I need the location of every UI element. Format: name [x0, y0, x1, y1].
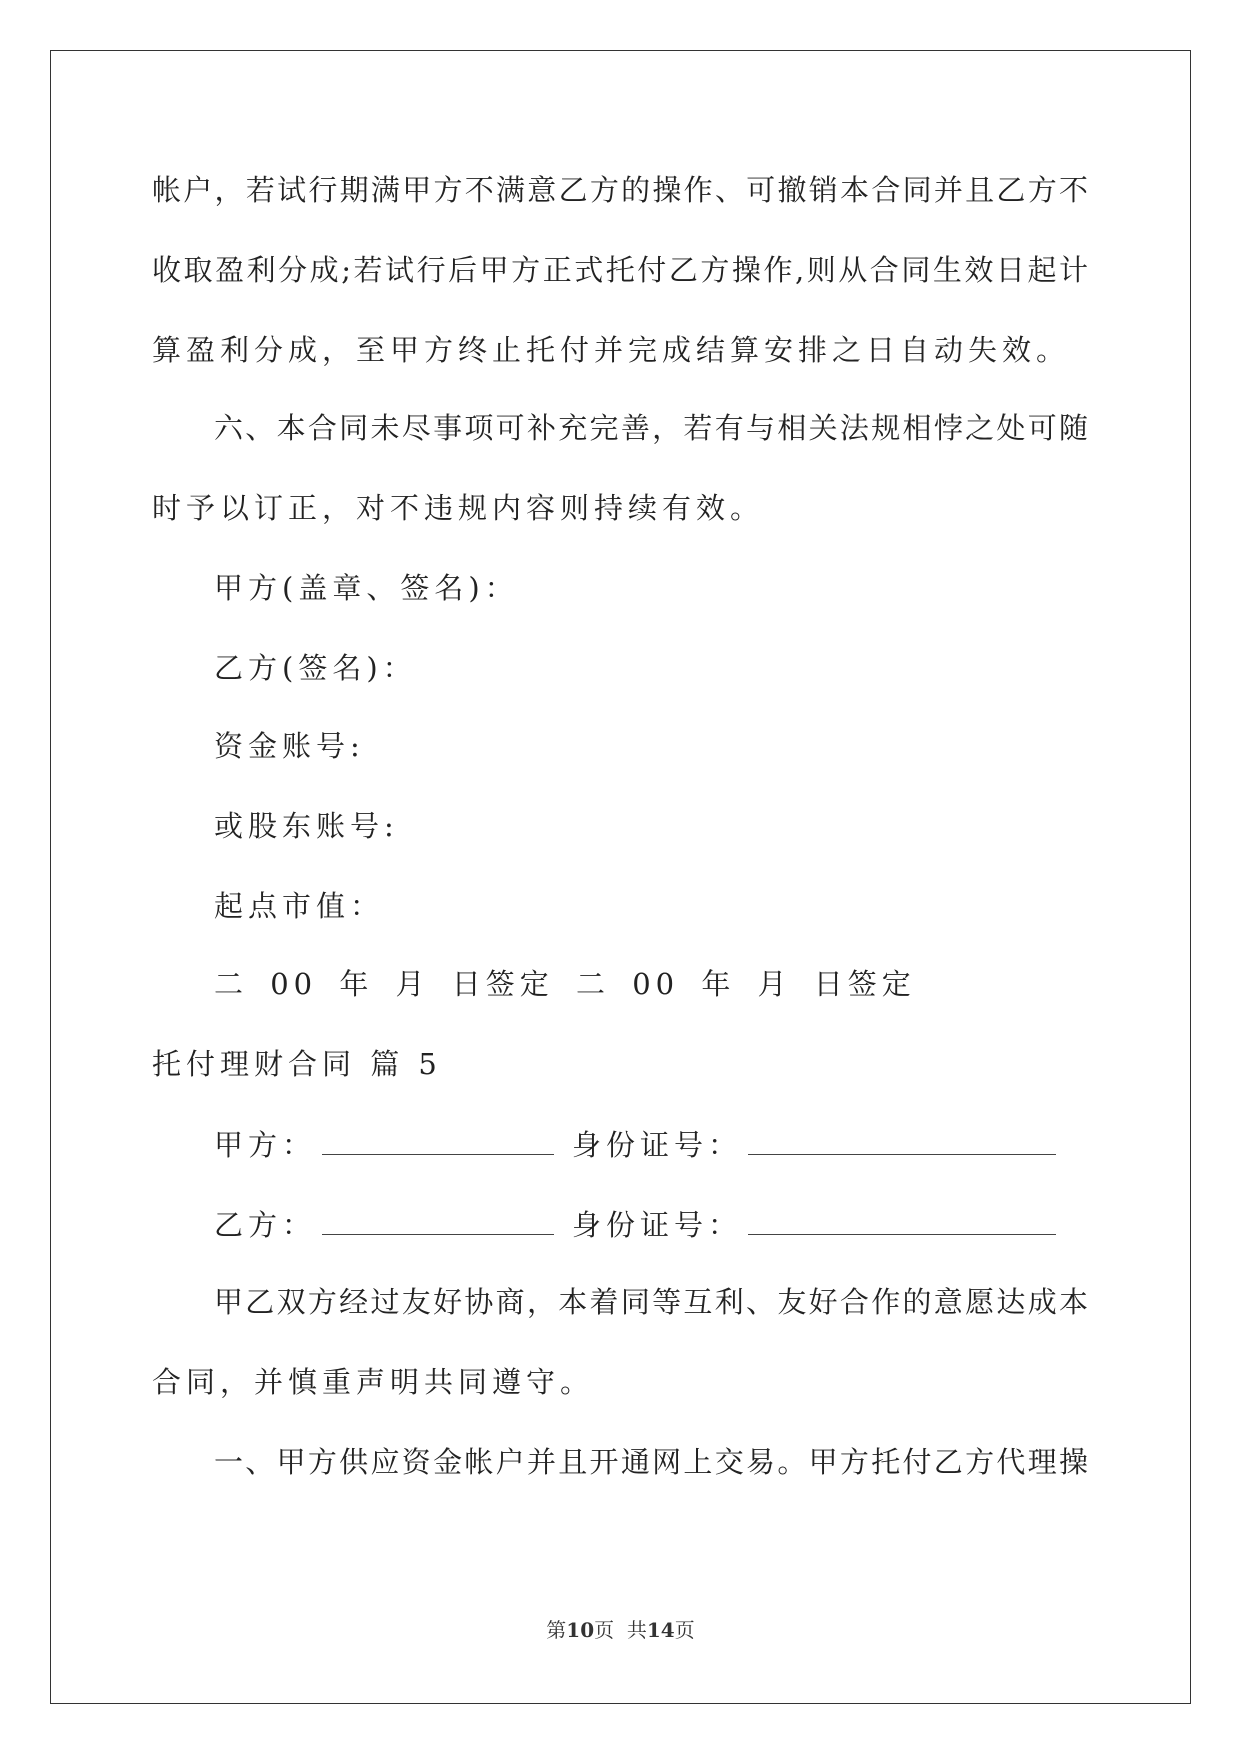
current-page-number: 10	[566, 1618, 595, 1642]
party-a-name-blank	[322, 1124, 554, 1155]
party-b-row	[214, 1204, 1056, 1245]
clause-one-line: 一、甲方供应资金帐户并且开通网上交易。甲方托付乙方代理操	[214, 1445, 1088, 1479]
paragraph-line: 收取盈利分成;若试行后甲方正式托付乙方操作,则从合同生效日起计	[152, 253, 1088, 287]
intro-line: 合同，并慎重声明共同遵守。	[152, 1365, 595, 1399]
party-a-id-label: 身份证号：	[572, 1128, 743, 1162]
section-title: 托付理财合同 篇 5	[152, 1047, 442, 1081]
paragraph-line: 算盈利分成，至甲方终止托付并完成结算安排之日自动失效。	[152, 333, 1071, 367]
fund-account-line: 资金账号:	[214, 729, 365, 763]
party-a-id-blank	[748, 1124, 1056, 1155]
intro-line: 甲乙双方经过友好协商，本着同等互利、友好合作的意愿达成本	[214, 1285, 1088, 1319]
signing-date-line: 二 00 年 月 日签定 二 00 年 月 日签定	[214, 967, 916, 1001]
starting-value-line: 起点市值：	[214, 889, 385, 923]
shareholder-account-line: 或股东账号:	[214, 809, 399, 843]
party-a-label: 甲方：	[214, 1128, 317, 1162]
paragraph-line: 六、本合同未尽事项可补充完善，若有与相关法规相悖之处可随	[214, 411, 1088, 445]
paragraph-line: 帐户，若试行期满甲方不满意乙方的操作、可撤销本合同并且乙方不	[152, 173, 1088, 207]
party-a-row	[214, 1124, 1056, 1165]
party-b-sign-line: 乙方(签名)：	[214, 651, 417, 685]
party-b-label: 乙方：	[214, 1208, 317, 1242]
party-a-sign-line: 甲方(盖章、签名)：	[214, 571, 519, 605]
party-b-id-blank	[748, 1204, 1056, 1235]
page-footer: 第10页 共14页	[546, 1618, 695, 1642]
paragraph-line: 时予以订正，对不违规内容则持续有效。	[152, 491, 765, 525]
party-b-name-blank	[322, 1204, 554, 1235]
party-b-id-label: 身份证号：	[572, 1208, 743, 1242]
total-page-number: 14	[646, 1618, 675, 1642]
